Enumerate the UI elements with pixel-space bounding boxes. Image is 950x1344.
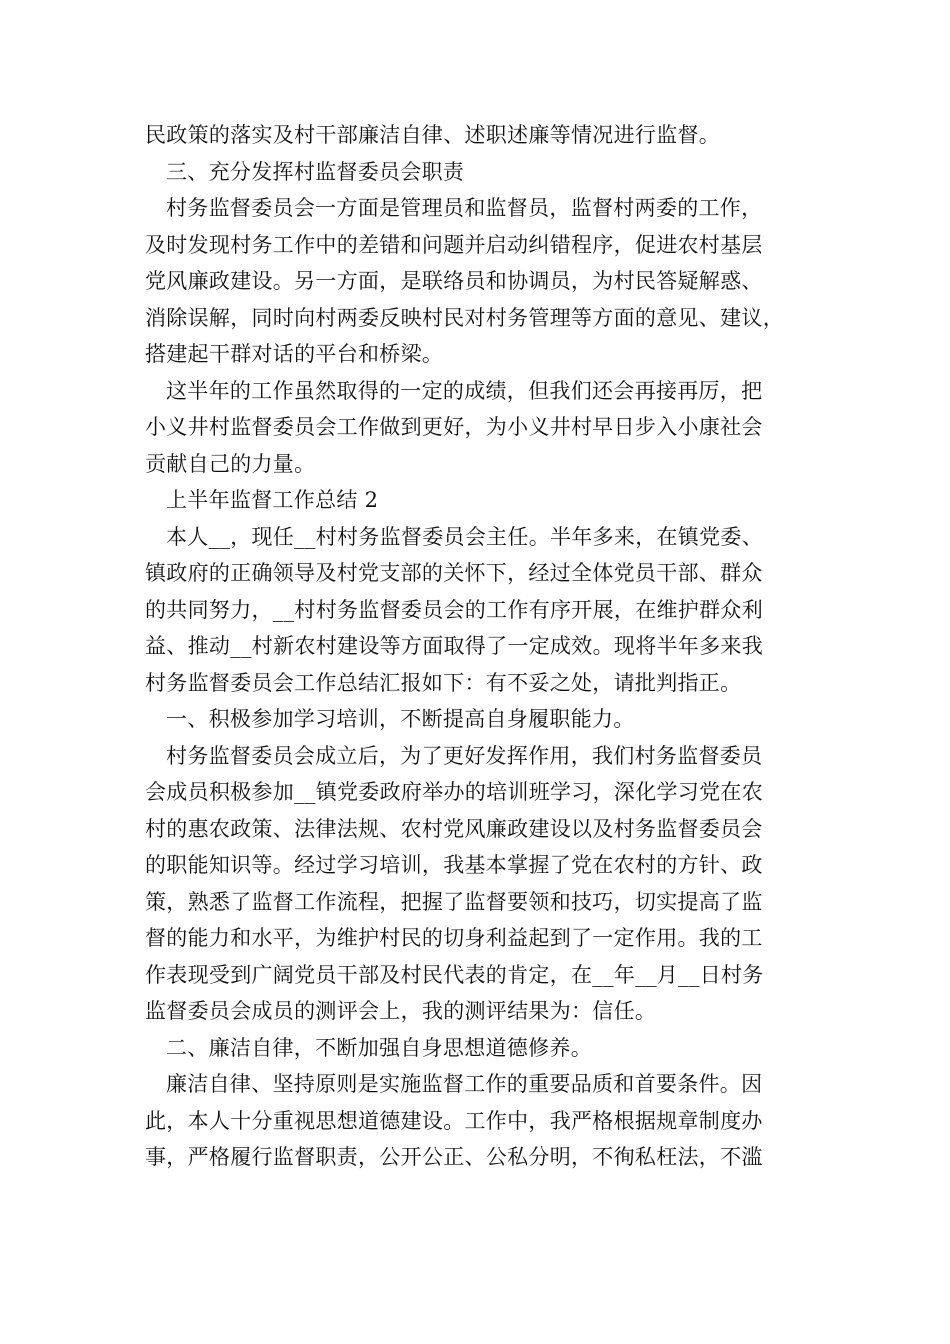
text-line: 民政策的落实及村干部廉洁自律、述职述廉等情况进行监督。 bbox=[145, 123, 721, 147]
text-line: 的职能知识等。经过学习培训，我基本掌握了党在农村的方针、政 bbox=[145, 853, 763, 877]
document-title: 上半年监督工作总结 2 bbox=[166, 488, 379, 512]
text-line: 益、推动__村新农村建设等方面取得了一定成效。现将半年多来我 bbox=[145, 634, 763, 658]
text-line: 廉洁自律、坚持原则是实施监督工作的重要品质和首要条件。因 bbox=[166, 1072, 763, 1096]
text-line: 此，本人十分重视思想道德建设。工作中，我严格根据规章制度办 bbox=[145, 1108, 763, 1133]
text-line: 这半年的工作虽然取得的一定的成绩，但我们还会再接再厉，把 bbox=[166, 378, 763, 403]
text-line: 镇政府的正确领导及村党支部的关怀下，经过全体党员干部、群众 bbox=[145, 561, 763, 585]
text-line: 策，熟悉了监督工作流程，把握了监督要领和技巧，切实提高了监 bbox=[145, 889, 763, 914]
text-line: 会成员积极参加__镇党委政府举办的培训班学习，深化学习党在农 bbox=[145, 780, 763, 804]
text-line: 督的能力和水平，为维护村民的切身利益起到了一定作用。我的工 bbox=[145, 926, 763, 950]
text-line: 党风廉政建设。另一方面，是联络员和协调员，为村民答疑解惑、 bbox=[145, 269, 763, 293]
text-line: 的共同努力，__村村务监督委员会的工作有序开展，在维护群众利 bbox=[145, 597, 763, 622]
text-line: 小义井村监督委员会工作做到更好，为小义井村早日步入小康社会 bbox=[145, 415, 763, 439]
text-line: 及时发现村务工作中的差错和问题并启动纠错程序，促进农村基层 bbox=[145, 232, 763, 257]
text-line: 村务监督委员会成立后，为了更好发挥作用，我们村务监督委员 bbox=[166, 743, 763, 768]
text-line: 本人__，现任__村村务监督委员会主任。半年多来，在镇党委、 bbox=[166, 524, 763, 549]
section-heading: 三、充分发挥村监督委员会职责 bbox=[166, 159, 465, 184]
section-heading: 一、积极参加学习培训，不断提高自身履职能力。 bbox=[166, 707, 635, 731]
document-body bbox=[145, 117, 825, 1176]
text-line: 作表现受到广阔党员干部及村民代表的肯定，在__年__月__日村务 bbox=[145, 962, 764, 987]
text-line: 监督委员会成员的测评会上，我的测评结果为：信任。 bbox=[145, 999, 657, 1023]
text-line: 消除误解，同时向村两委反映村民对村务管理等方面的意见、建议， bbox=[145, 305, 784, 330]
text-line: 村的惠农政策、法律法规、农村党风廉政建设以及村务监督委员会 bbox=[145, 816, 763, 841]
text-line: 搭建起干群对话的平台和桥梁。 bbox=[145, 342, 444, 366]
text-line: 村务监督委员会工作总结汇报如下：有不妥之处，请批判指正。 bbox=[145, 670, 742, 695]
text-line: 事，严格履行监督职责，公开公正、公私分明，不徇私枉法，不滥 bbox=[145, 1145, 763, 1169]
text-line: 村务监督委员会一方面是管理员和监督员，监督村两委的工作， bbox=[166, 196, 763, 220]
text-line: 贡献自己的力量。 bbox=[145, 451, 316, 476]
section-heading: 二、廉洁自律，不断加强自身思想道德修养。 bbox=[166, 1035, 592, 1060]
